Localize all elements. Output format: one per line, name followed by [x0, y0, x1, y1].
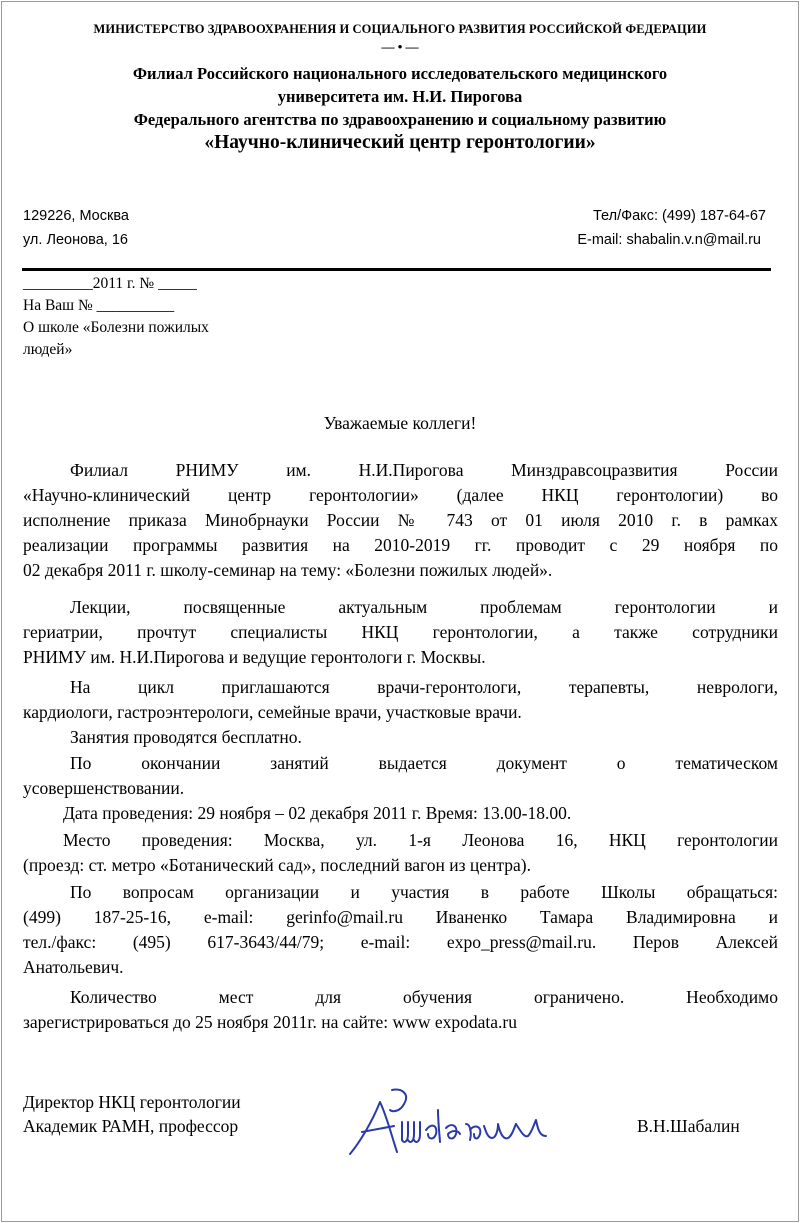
paragraph-6-line: Дата проведения: 29 ноября – 02 декабря 2011 г. Время: 13.00-18.00.	[63, 803, 572, 823]
paragraph-3-line: кардиологи, гастроэнтерологи, семейные врачи, участковые врачи.	[23, 702, 522, 722]
paragraph-1-line: Филиал РНИМУ им. Н.И.Пирогова Минздравсоцразвития России	[70, 460, 778, 480]
salutation: Уважаемые коллеги!	[323, 413, 477, 433]
paragraph-1-line: исполнение приказа Минобрнауки России № 743 от 01 июля 2010 г. в рамках	[23, 510, 778, 530]
org-name-line-1: Филиал Российского национального исследовательского медицинского	[132, 64, 668, 83]
paragraph-3-line: На цикл приглашаются врачи-геронтологи, терапевты, неврологи,	[70, 677, 778, 697]
org-name-line-2: университета им. Н.И. Пирогова	[277, 87, 523, 106]
signatory-title-1: Директор НКЦ геронтологии	[23, 1092, 241, 1112]
paragraph-8-line: тел./факс: (495) 617-3643/44/79; e-mail: expo_press@mail.ru. Перов Алексей	[23, 932, 778, 952]
paragraph-3	[23, 675, 778, 725]
paragraph-2-line: гериатрии, прочтут специалисты НКЦ геронтологии, а также сотрудники	[23, 622, 778, 642]
signatory-name: В.Н.Шабалин	[637, 1116, 740, 1136]
org-name-line-4: «Научно-клинический центр геронтологии»	[204, 132, 596, 153]
paragraph-1	[23, 458, 778, 583]
subject-line-2: людей»	[23, 341, 73, 358]
subject-line-1: О школе «Болезни пожилых	[23, 319, 209, 336]
paragraph-2-line: РНИМУ им. Н.И.Пирогова и ведущие геронтологи г. Москвы.	[23, 647, 486, 667]
paragraph-4-line: Занятия проводятся бесплатно.	[70, 727, 302, 747]
paragraph-5	[23, 751, 778, 801]
paragraph-9-line: зарегистрироваться до 25 ноября 2011г. на сайте: www expodata.ru	[23, 1012, 517, 1032]
paragraph-7	[23, 828, 778, 878]
org-name-line-3: Федерального агентства по здравоохранению и социальному развитию	[133, 110, 667, 129]
reference-line: На Ваш № __________	[23, 297, 175, 314]
paragraph-7-line: Место проведения: Москва, ул. 1-я Леонова 16, НКЦ геронтологии	[63, 830, 778, 850]
paragraph-9	[23, 985, 778, 1035]
paragraph-8-line: (499) 187-25-16, e-mail: gerinfo@mail.ru Иваненко Тамара Владимировна и	[23, 907, 778, 927]
address-postal: 129226, Москва	[23, 208, 129, 224]
contact-email: E-mail: shabalin.v.n@mail.ru	[577, 232, 761, 248]
signatory-title-2: Академик РАМН, профессор	[23, 1116, 239, 1136]
paragraph-4	[23, 725, 778, 750]
paragraph-8-line: Анатольевич.	[23, 957, 124, 977]
paragraph-2-line: Лекции, посвященные актуальным проблемам геронтологии и	[70, 597, 778, 617]
paragraph-1-line: 02 декабря 2011 г. школу-семинар на тему: «Болезни пожилых людей».	[23, 560, 553, 580]
paragraph-2	[23, 595, 778, 670]
paragraph-1-line: «Научно-клинический центр геронтологии» (далее НКЦ геронтологии) во	[23, 485, 778, 505]
contact-phone: Тел/Факс: (499) 187-64-67	[592, 208, 766, 224]
paragraph-8	[23, 880, 778, 980]
header-divider: — • —	[381, 39, 419, 54]
paragraph-5-line: усовершенствовании.	[23, 778, 185, 798]
paragraph-1-line: реализации программы развития на 2010-2019 гг. проводит с 29 ноября по	[23, 535, 778, 555]
paragraph-6	[23, 801, 778, 826]
date-number-line: _________2011 г. № _____	[23, 275, 197, 292]
address-street: ул. Леонова, 16	[23, 232, 128, 248]
handwritten-signature	[342, 1082, 562, 1162]
ministry-name: МИНИСТЕРСТВО ЗДРАВООХРАНЕНИЯ И СОЦИАЛЬНОГО РАЗВИТИЯ РОССИЙСКОЙ ФЕДЕРАЦИИ	[93, 22, 707, 36]
paragraph-9-line: Количество мест для обучения ограничено. Необходимо	[70, 987, 778, 1007]
paragraph-5-line: По окончании занятий выдается документ о тематическом	[70, 753, 778, 773]
letterhead-rule	[22, 268, 771, 271]
paragraph-8-line: По вопросам организации и участия в работе Школы обращаться:	[70, 882, 778, 902]
paragraph-7-line: (проезд: ст. метро «Ботанический сад», последний вагон из центра).	[23, 855, 531, 875]
